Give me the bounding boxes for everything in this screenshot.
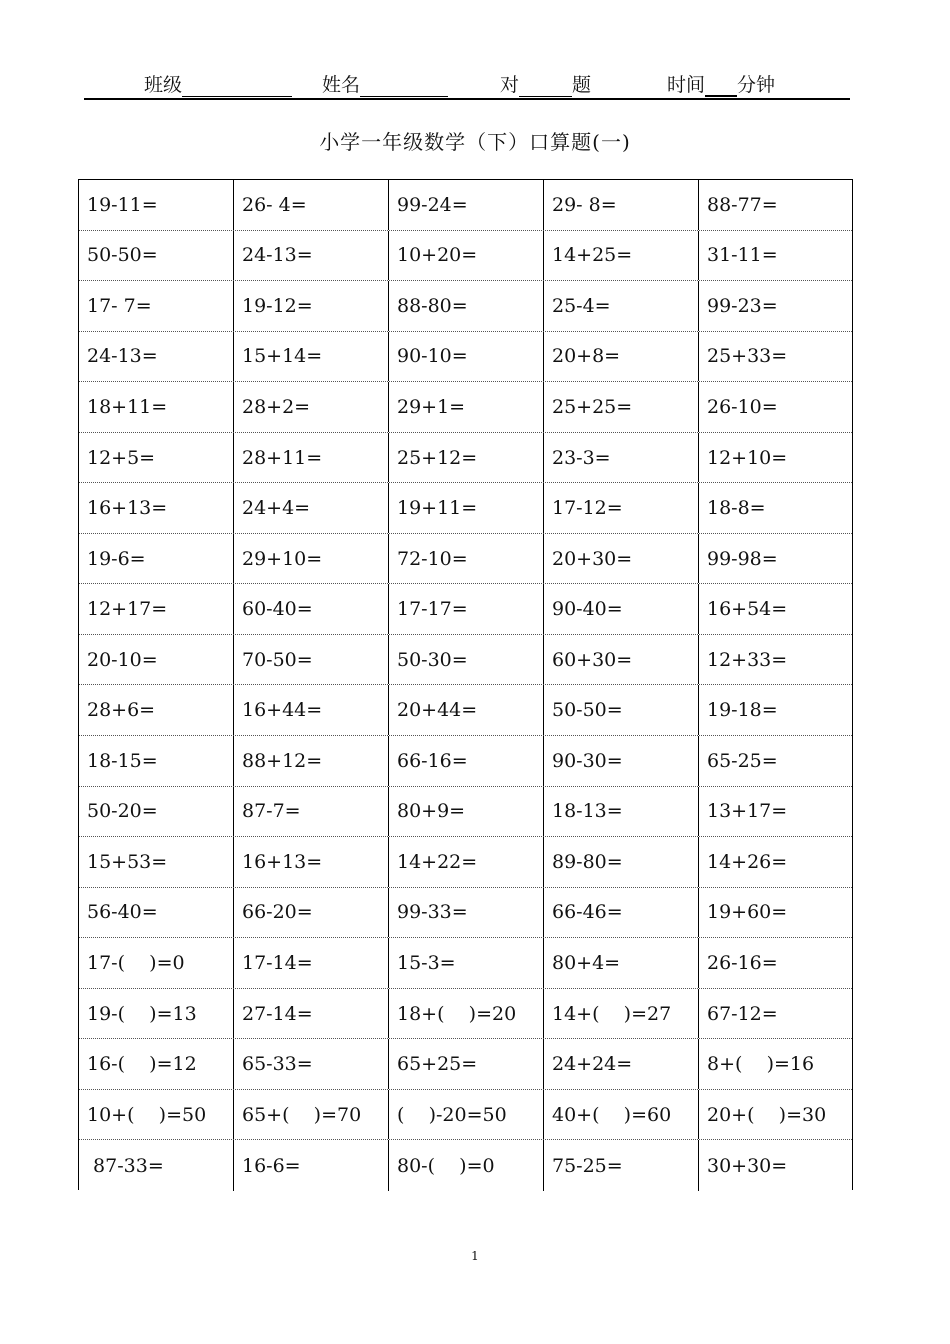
time-blank[interactable]: [705, 77, 737, 97]
problem-cell: 12+5=: [79, 433, 234, 483]
problem-cell: 8+( )=16: [707, 1053, 815, 1076]
problem-cell: 66-20=: [234, 888, 389, 938]
table-row: [79, 888, 852, 939]
problem-cell: 16+44=: [234, 685, 389, 735]
problem-cell: 80-( )=0: [389, 1140, 544, 1191]
problem-cell: 28+11=: [234, 433, 389, 483]
problem-cell: 29- 8=: [544, 180, 699, 230]
correct-count-field: [500, 70, 591, 97]
table-row: [79, 989, 852, 1040]
problem-cell: 18+11=: [79, 382, 234, 432]
problem-cell: 25+33=: [707, 345, 788, 368]
class-field: [144, 70, 292, 97]
correct-count-blank[interactable]: [519, 78, 572, 97]
problem-cell: 20+44=: [389, 685, 544, 735]
problem-cell: 12+10=: [707, 446, 788, 469]
problem-cell: 19-12=: [234, 281, 389, 331]
problem-cell: 25-4=: [544, 281, 699, 331]
problem-cell: 26-10=: [707, 395, 778, 418]
problem-cell: 65-33=: [234, 1039, 389, 1089]
table-row: [79, 281, 852, 332]
problem-cell: 16+13=: [234, 837, 389, 887]
class-blank[interactable]: [182, 78, 292, 97]
problem-cell: 17-14=: [234, 938, 389, 988]
problem-cell: 14+( )=27: [544, 989, 699, 1039]
problem-cell: 25+12=: [389, 433, 544, 483]
problem-cell: 18-8=: [707, 497, 766, 520]
problem-grid: [78, 179, 853, 1190]
question-label: 题: [572, 74, 592, 96]
table-row: [79, 584, 852, 635]
minute-label: 分钟: [737, 74, 776, 96]
problem-cell: 27-14=: [234, 989, 389, 1039]
worksheet-title: 小学一年级数学（下）口算题(一): [319, 130, 631, 154]
problem-cell: 10+( )=50: [79, 1090, 234, 1140]
problem-cell: 99-98=: [707, 547, 778, 570]
correct-label: 对: [500, 74, 520, 96]
problem-cell: 87-33=: [79, 1140, 234, 1191]
problem-cell: 80+4=: [544, 938, 699, 988]
time-label: 时间: [667, 74, 706, 96]
table-row: [79, 1090, 852, 1141]
problem-cell: 56-40=: [79, 888, 234, 938]
table-row: [79, 180, 852, 231]
problem-cell: 50-20=: [79, 787, 234, 837]
table-row: [79, 635, 852, 686]
problem-cell: 66-16=: [389, 736, 544, 786]
problem-cell: 65+25=: [389, 1039, 544, 1089]
problem-cell: 19+60=: [707, 901, 788, 924]
problem-cell: 66-46=: [544, 888, 699, 938]
problem-cell: 29+10=: [234, 534, 389, 584]
problem-cell: 19-18=: [707, 699, 778, 722]
table-row: [79, 382, 852, 433]
problem-cell: 80+9=: [389, 787, 544, 837]
problem-cell: 19-6=: [79, 534, 234, 584]
problem-cell: 99-24=: [389, 180, 544, 230]
problem-cell: 65-25=: [707, 749, 778, 772]
problem-cell: 19-11=: [79, 180, 234, 230]
problem-cell: 40+( )=60: [544, 1090, 699, 1140]
problem-cell: 14+26=: [707, 850, 788, 873]
page-number: 1: [471, 1249, 479, 1263]
name-field: [322, 70, 448, 97]
problem-cell: 18-15=: [79, 736, 234, 786]
problem-cell: 67-12=: [707, 1002, 778, 1025]
problem-cell: 18-13=: [544, 787, 699, 837]
problem-cell: 90-30=: [544, 736, 699, 786]
problem-cell: 99-23=: [707, 294, 778, 317]
name-blank[interactable]: [360, 78, 448, 97]
problem-cell: 88-77=: [707, 193, 778, 216]
problem-cell: 26- 4=: [234, 180, 389, 230]
table-row: [79, 1140, 852, 1191]
problem-cell: 50-50=: [79, 231, 234, 281]
problem-cell: 17- 7=: [79, 281, 234, 331]
problem-cell: 50-30=: [389, 635, 544, 685]
table-row: [79, 332, 852, 383]
problem-cell: 20-10=: [79, 635, 234, 685]
problem-cell: 12+17=: [79, 584, 234, 634]
problem-cell: 28+2=: [234, 382, 389, 432]
problem-cell: 28+6=: [79, 685, 234, 735]
problem-cell: 90-10=: [389, 332, 544, 382]
table-row: [79, 736, 852, 787]
problem-cell: 13+17=: [707, 800, 788, 823]
problem-cell: 19-( )=13: [79, 989, 234, 1039]
problem-cell: 72-10=: [389, 534, 544, 584]
problem-cell: 16+54=: [707, 598, 788, 621]
table-row: [79, 837, 852, 888]
problem-cell: 17-( )=0: [79, 938, 234, 988]
problem-cell: 14+25=: [544, 231, 699, 281]
problem-cell: 24-13=: [79, 332, 234, 382]
problem-cell: ( )-20=50: [389, 1090, 544, 1140]
problem-cell: 60-40=: [234, 584, 389, 634]
problem-cell: 87-7=: [234, 787, 389, 837]
problem-cell: 89-80=: [544, 837, 699, 887]
problem-cell: 24-13=: [234, 231, 389, 281]
problem-cell: 70-50=: [234, 635, 389, 685]
problem-cell: 60+30=: [544, 635, 699, 685]
table-row: [79, 1039, 852, 1090]
problem-cell: 20+30=: [544, 534, 699, 584]
problem-cell: 16+13=: [79, 483, 234, 533]
problem-cell: 88-80=: [389, 281, 544, 331]
class-label: 班级: [144, 74, 183, 96]
problem-cell: 16-6=: [234, 1140, 389, 1191]
problem-cell: 12+33=: [707, 648, 788, 671]
time-field: [667, 70, 775, 97]
problem-cell: 25+25=: [544, 382, 699, 432]
table-row: [79, 938, 852, 989]
header-info-line: [84, 64, 850, 100]
problem-cell: 18+( )=20: [389, 989, 544, 1039]
problem-cell: 15-3=: [389, 938, 544, 988]
problem-cell: 10+20=: [389, 231, 544, 281]
problem-cell: 17-12=: [544, 483, 699, 533]
problem-cell: 90-40=: [544, 584, 699, 634]
table-row: [79, 787, 852, 838]
problem-cell: 30+30=: [707, 1154, 788, 1177]
problem-cell: 19+11=: [389, 483, 544, 533]
problem-cell: 24+24=: [544, 1039, 699, 1089]
problem-cell: 31-11=: [707, 244, 778, 267]
problem-cell: 20+8=: [544, 332, 699, 382]
problem-cell: 99-33=: [389, 888, 544, 938]
table-row: [79, 483, 852, 534]
table-row: [79, 433, 852, 484]
problem-cell: 50-50=: [544, 685, 699, 735]
problem-cell: 24+4=: [234, 483, 389, 533]
problem-cell: 75-25=: [544, 1140, 699, 1191]
table-row: [79, 685, 852, 736]
problem-cell: 29+1=: [389, 382, 544, 432]
problem-cell: 26-16=: [707, 951, 778, 974]
name-label: 姓名: [322, 74, 361, 96]
table-row: [79, 231, 852, 282]
problem-cell: 14+22=: [389, 837, 544, 887]
problem-cell: 15+14=: [234, 332, 389, 382]
problem-cell: 20+( )=30: [707, 1103, 827, 1126]
problem-cell: 88+12=: [234, 736, 389, 786]
problem-cell: 16-( )=12: [79, 1039, 234, 1089]
problem-cell: 23-3=: [544, 433, 699, 483]
problem-cell: 17-17=: [389, 584, 544, 634]
problem-cell: 65+( )=70: [234, 1090, 389, 1140]
table-row: [79, 534, 852, 585]
problem-cell: 15+53=: [79, 837, 234, 887]
